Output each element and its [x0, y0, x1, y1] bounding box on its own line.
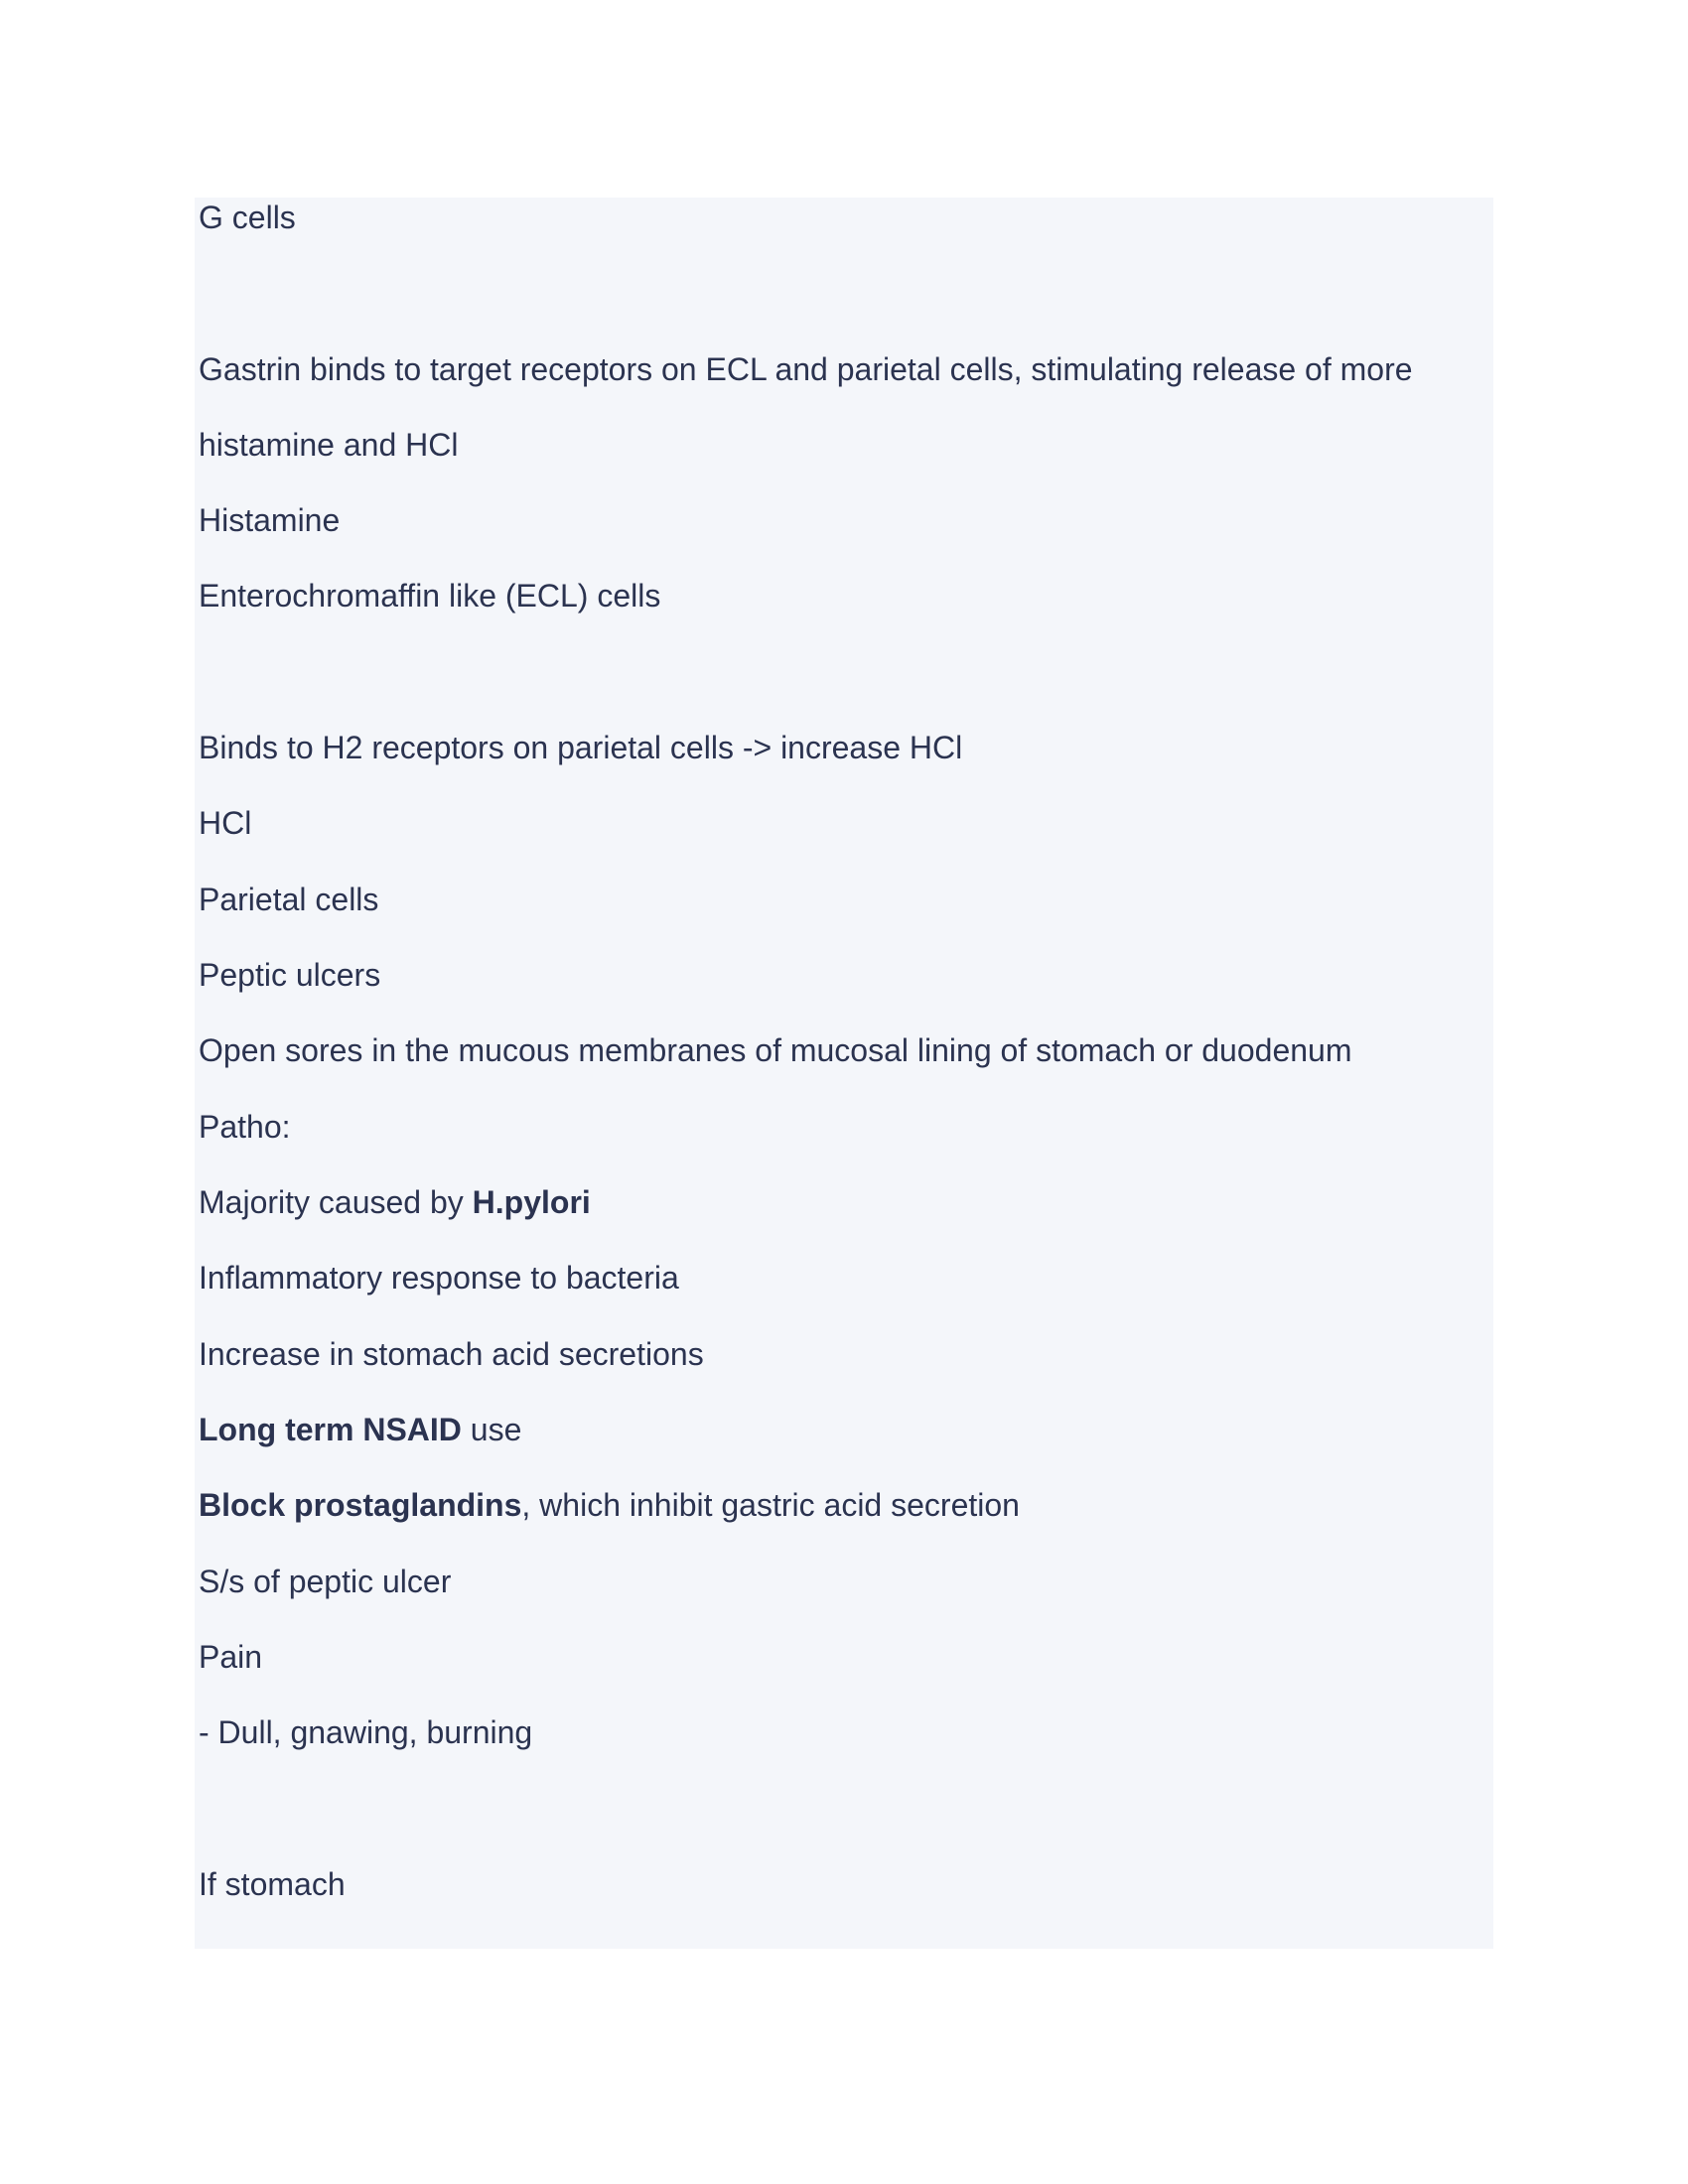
line-gastrin-binds: Gastrin binds to target receptors on ECL and parietal cells, stimulating release of more — [199, 351, 1413, 387]
line-hcl: HCl — [199, 805, 252, 841]
line-peptic-ulcers: Peptic ulcers — [199, 957, 381, 993]
line-open-sores: Open sores in the mucous membranes of mucosal lining of stomach or duodenum — [199, 1032, 1352, 1068]
line-dull-gnawing: - Dull, gnawing, burning — [199, 1714, 533, 1750]
h-pylori-bold: H.pylori — [472, 1184, 591, 1220]
line-histamine: Histamine — [199, 502, 341, 538]
prostaglandins-text: , which inhibit gastric acid secretion — [521, 1487, 1020, 1523]
majority-caused-text: Majority caused by — [199, 1184, 473, 1220]
line-block-prostaglandins — [199, 1485, 1020, 1525]
line-g-cells: G cells — [199, 200, 296, 235]
line-histamine-hcl: histamine and HCl — [199, 427, 459, 463]
line-increase-acid: Increase in stomach acid secretions — [199, 1336, 704, 1372]
line-patho: Patho: — [199, 1109, 291, 1145]
line-majority-caused — [199, 1182, 591, 1222]
line-ss-peptic-ulcer: S/s of peptic ulcer — [199, 1564, 452, 1599]
line-binds-h2: Binds to H2 receptors on parietal cells -> increase HCl — [199, 730, 963, 765]
line-nsaid-use — [199, 1410, 521, 1449]
prostaglandins-bold: Block prostaglandins — [199, 1487, 522, 1523]
nsaid-use-text: use — [461, 1412, 522, 1447]
nsaid-bold: Long term NSAID — [199, 1412, 462, 1447]
line-ecl-cells: Enterochromaffin like (ECL) cells — [199, 578, 661, 614]
line-if-stomach: If stomach — [199, 1866, 346, 1902]
line-pain: Pain — [199, 1639, 263, 1675]
line-inflammatory-response: Inflammatory response to bacteria — [199, 1260, 679, 1296]
line-parietal-cells: Parietal cells — [199, 882, 379, 917]
